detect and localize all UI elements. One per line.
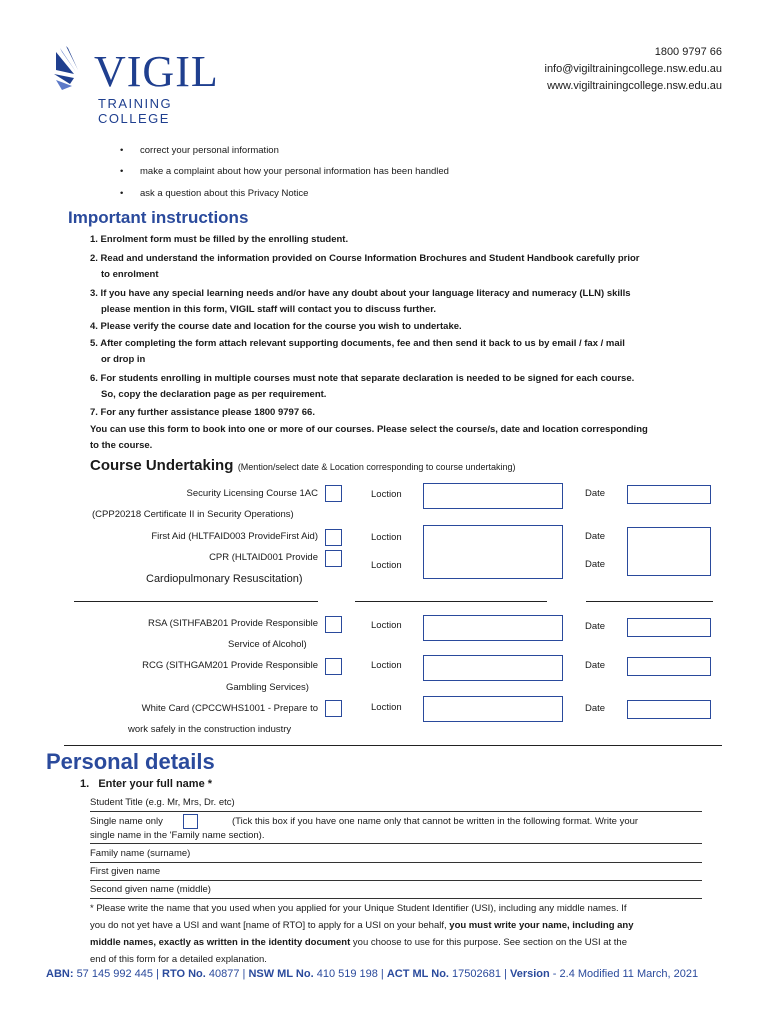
location-field-white-card[interactable] — [423, 696, 563, 722]
divider — [64, 745, 722, 746]
date-label: Date — [585, 703, 606, 714]
course-checkbox-security[interactable] — [325, 485, 342, 502]
single-name-note: (Tick this box if you have one name only that cannot be written in the following format. Write your — [232, 816, 639, 827]
course-sublabel-rsa: Service of Alcohol) — [228, 639, 307, 650]
location-field-first-aid-cpr[interactable] — [423, 525, 563, 579]
single-name-label: Single name only — [90, 816, 163, 827]
date-field-security[interactable] — [627, 485, 711, 504]
date-label: Date — [585, 621, 606, 632]
usi-note-line: middle names, exactly as written in the identity document you choose to use for this purpose. See section on the USI at the — [90, 937, 627, 948]
course-label-security: Security Licensing Course 1AC — [186, 488, 318, 499]
divider — [355, 601, 547, 602]
instruction-list — [90, 232, 710, 454]
date-label: Date — [585, 531, 606, 542]
footer: ABN: 57 145 992 445 | RTO No. 40877 | NSW ML No. 410 519 198 | ACT ML No. 17502681 | Version - 2.4 Modified 11 March, 2021 — [46, 968, 699, 980]
student-title-label: Student Title (e.g. Mr, Mrs, Dr. etc) — [90, 797, 235, 808]
contact-website[interactable]: www.vigiltrainingcollege.nsw.edu.au — [547, 80, 722, 92]
course-sublabel-rcg: Gambling Services) — [226, 682, 309, 693]
date-field-white-card[interactable] — [627, 700, 711, 719]
instruction-item: to enrolment — [101, 269, 159, 280]
logo-wordmark: VIGIL — [94, 47, 219, 96]
list-item: • ask a question about this Privacy Notice — [120, 188, 309, 199]
location-label: Loction — [371, 620, 402, 631]
location-label: Loction — [371, 702, 402, 713]
instruction-item: So, copy the declaration page as per requirement. — [101, 389, 327, 400]
logo-subtitle: TRAINING COLLEGE — [98, 96, 173, 126]
date-label: Date — [585, 488, 606, 499]
course-undertaking-heading: Course Undertaking (Mention/select date & Location corresponding to course undertaking) — [90, 457, 516, 474]
list-item: • make a complaint about how your personal information has been handled — [120, 166, 449, 177]
usi-note-line: * Please write the name that you used when you applied for your Unique Student Identifier (USI), including any middle names. If — [90, 903, 627, 914]
course-sublabel-security: (CPP20218 Certificate II in Security Operations) — [92, 509, 294, 520]
instruction-item: 4. Please verify the course date and location for the course you wish to undertake. — [90, 321, 462, 332]
single-name-row — [90, 815, 702, 844]
course-label-cpr: CPR (HLTAID001 Provide — [209, 552, 318, 563]
date-label: Date — [585, 559, 606, 570]
location-label: Loction — [371, 489, 402, 500]
instruction-item: You can use this form to book into one or more of our courses. Please select the course/s, date and location corresponding — [90, 424, 648, 435]
second-given-name-label: Second given name (middle) — [90, 884, 211, 895]
course-sublabel-cpr: Cardiopulmonary Resuscitation) — [146, 573, 303, 585]
date-label: Date — [585, 660, 606, 671]
bullet-icon: • — [120, 166, 124, 177]
important-instructions-heading: Important instructions — [68, 208, 249, 227]
list-item: • correct your personal information — [120, 145, 279, 156]
course-checkbox-rsa[interactable] — [325, 616, 342, 633]
single-name-note-2: single name in the 'Family name section). — [90, 830, 265, 841]
contact-phone: 1800 9797 66 — [654, 46, 722, 58]
student-title-field[interactable] — [90, 797, 702, 812]
contact-block — [545, 44, 723, 95]
course-checkbox-rcg[interactable] — [325, 658, 342, 675]
divider — [586, 601, 713, 602]
date-field-rsa[interactable] — [627, 618, 711, 637]
instruction-item: 6. For students enrolling in multiple courses must note that separate declaration is needed to be signed for each course. — [90, 373, 635, 384]
course-sublabel-white-card: work safely in the construction industry — [128, 724, 292, 735]
course-checkbox-white-card[interactable] — [325, 700, 342, 717]
location-field-rsa[interactable] — [423, 615, 563, 641]
bullet-icon: • — [120, 188, 124, 199]
instruction-item: please mention in this form, VIGIL staff will contact you to discuss further. — [101, 304, 437, 315]
first-given-name-field[interactable] — [90, 866, 702, 881]
course-checkbox-cpr[interactable] — [325, 550, 342, 567]
instruction-item: 3. If you have any special learning needs and/or have any doubt about your language literacy and numeracy (LLN) skills — [90, 288, 631, 299]
course-label-first-aid: First Aid (HLTFAID003 ProvideFirst Aid) — [151, 531, 318, 542]
family-name-field[interactable] — [90, 848, 702, 863]
location-field-security[interactable] — [423, 483, 563, 509]
instruction-item: to the course. — [90, 440, 153, 451]
personal-details-heading: Personal details — [46, 749, 215, 774]
instruction-item: 7. For any further assistance please 1800 9797 66. — [90, 407, 315, 418]
location-label: Loction — [371, 660, 402, 671]
full-name-question: 1. Enter your full name * — [80, 778, 213, 790]
contact-email[interactable]: info@vigiltrainingcollege.nsw.edu.au — [544, 63, 722, 75]
second-given-name-field[interactable] — [90, 884, 702, 899]
location-field-rcg[interactable] — [423, 655, 563, 681]
divider — [74, 601, 318, 602]
course-label-white-card: White Card (CPCCWHS1001 - Prepare to — [141, 703, 318, 714]
usi-note-line: you do not yet have a USI and want [name of RTO] to apply for a USI on your behalf, you must write your name, including any — [90, 920, 634, 931]
instruction-item: or drop in — [101, 354, 146, 365]
instruction-item: 1. Enrolment form must be filled by the enrolling student. — [90, 234, 349, 245]
course-label-rsa: RSA (SITHFAB201 Provide Responsible — [147, 618, 318, 629]
first-given-name-label: First given name — [90, 866, 161, 877]
location-label: Loction — [371, 532, 402, 543]
logo — [52, 40, 232, 126]
usi-note — [90, 900, 708, 968]
date-field-rcg[interactable] — [627, 657, 711, 676]
location-label: Loction — [371, 560, 402, 571]
date-field-first-aid-cpr[interactable] — [627, 527, 711, 576]
family-name-label: Family name (surname) — [90, 848, 191, 859]
course-checkbox-first-aid[interactable] — [325, 529, 342, 546]
book-logo-icon — [52, 44, 96, 94]
usi-note-line: end of this form for a detailed explanation. — [90, 954, 267, 965]
instruction-item: 5. After completing the form attach relevant supporting documents, fee and then send it back to us by email / fax / mail — [90, 338, 625, 349]
single-name-checkbox[interactable] — [183, 814, 198, 829]
instruction-item: 2. Read and understand the information provided on Course Information Brochures and Student Handbook carefully prior — [90, 253, 640, 264]
course-label-rcg: RCG (SITHGAM201 Provide Responsible — [142, 660, 318, 671]
bullet-icon: • — [120, 145, 124, 156]
